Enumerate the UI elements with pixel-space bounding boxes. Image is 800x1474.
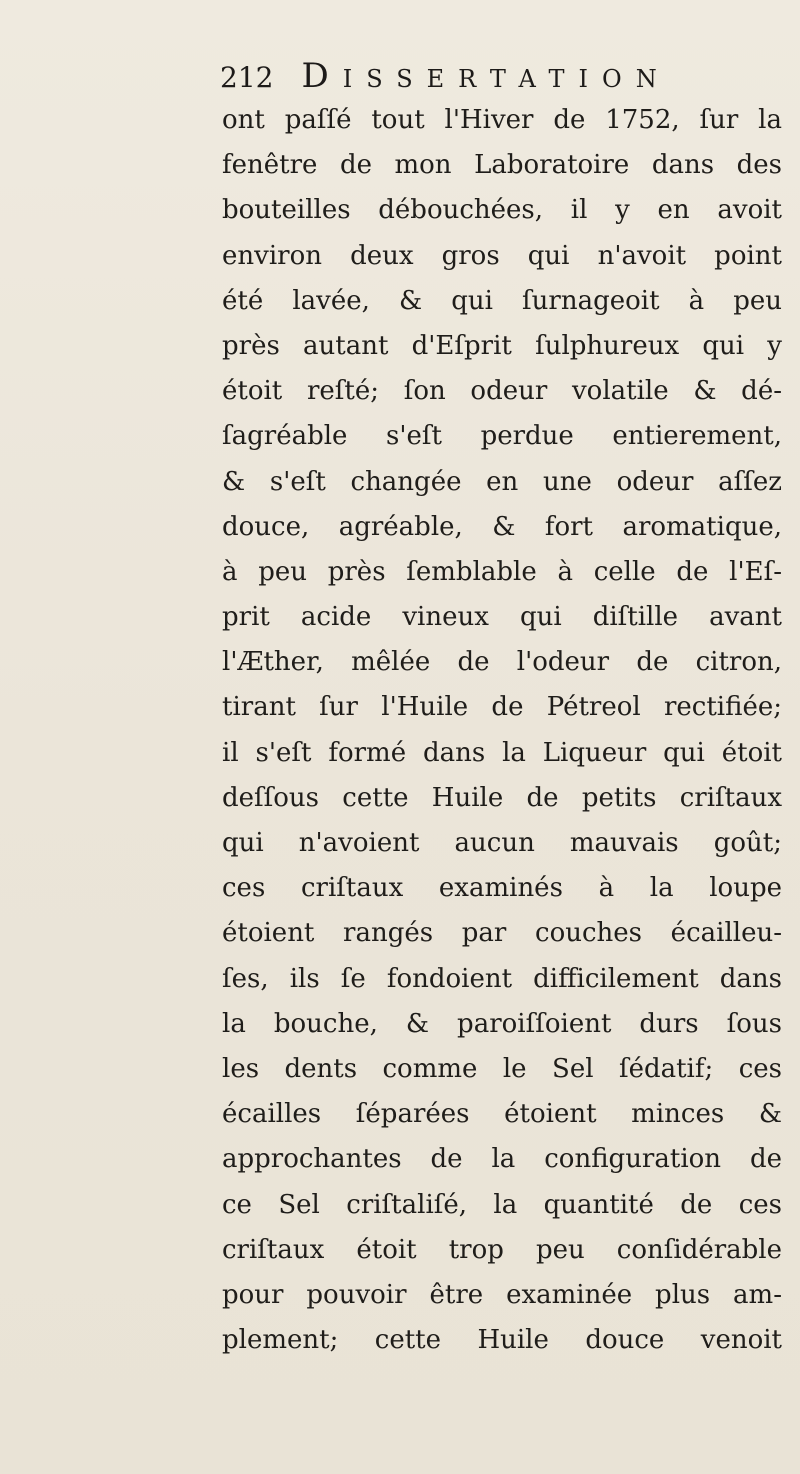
body-text — [222, 98, 782, 1363]
text-line: plement; cette Huile douce venoit — [222, 1325, 782, 1356]
text-line: approchantes de la configuration de — [222, 1144, 782, 1175]
text-line: il s'eſt formé dans la Liqueur qui étoit — [222, 737, 782, 768]
text-line: près autant d'Eſprit ſulphureux qui y — [222, 330, 782, 361]
page-number: 212 — [220, 61, 274, 94]
text-line: étoit reſté; ſon odeur volatile & dé- — [222, 376, 782, 407]
text-line: bouteilles débouchées, il y en avoit — [222, 195, 782, 226]
text-line: ce Sel criſtaliſé, la quantité de ces — [222, 1189, 782, 1220]
text-line: qui n'avoient aucun mauvais goût; — [222, 828, 782, 858]
text-line: été lavée, & qui ſurnageoit à peu — [222, 285, 782, 316]
text-line: ces criſtaux examinés à la loupe — [222, 873, 782, 904]
text-line: fenêtre de mon Laboratoire dans des — [222, 150, 782, 181]
text-line: pour pouvoir être examinée plus am- — [222, 1279, 782, 1310]
text-line: & s'eſt changée en une odeur aſſez — [222, 466, 782, 497]
text-line: prit acide vineux qui diſtille avant — [222, 602, 782, 633]
text-line: l'Æther, mêlée de l'odeur de citron, — [222, 647, 782, 678]
text-line: la bouche, & paroiſſoient durs ſous — [222, 1008, 782, 1039]
text-line: ont paſſé tout l'Hiver de 1752, ſur la — [222, 105, 782, 135]
text-line: à peu près ſemblable à celle de l'Eſ- — [222, 556, 782, 587]
running-title: Dissertation — [301, 56, 671, 96]
text-line: les dents comme le Sel ſédatif; ces — [222, 1053, 782, 1084]
text-line: ſagréable s'eſt perdue entierement, — [222, 421, 782, 452]
text-line: écailles ſéparées étoient minces & — [222, 1099, 782, 1130]
text-line: ſes, ils ſe fondoient difficilement dans — [222, 963, 782, 994]
text-line: environ deux gros qui n'avoit point — [222, 240, 782, 271]
text-line: douce, agréable, & fort aromatique, — [222, 511, 782, 542]
text-line: tirant ſur l'Huile de Pétreol rectifiée; — [222, 692, 782, 723]
text-line: étoient rangés par couches écailleu- — [222, 918, 782, 949]
text-line: deſſous cette Huile de petits criſtaux — [222, 782, 782, 813]
page-header — [220, 56, 671, 100]
text-line: criſtaux étoit trop peu conſidérable — [222, 1234, 782, 1265]
